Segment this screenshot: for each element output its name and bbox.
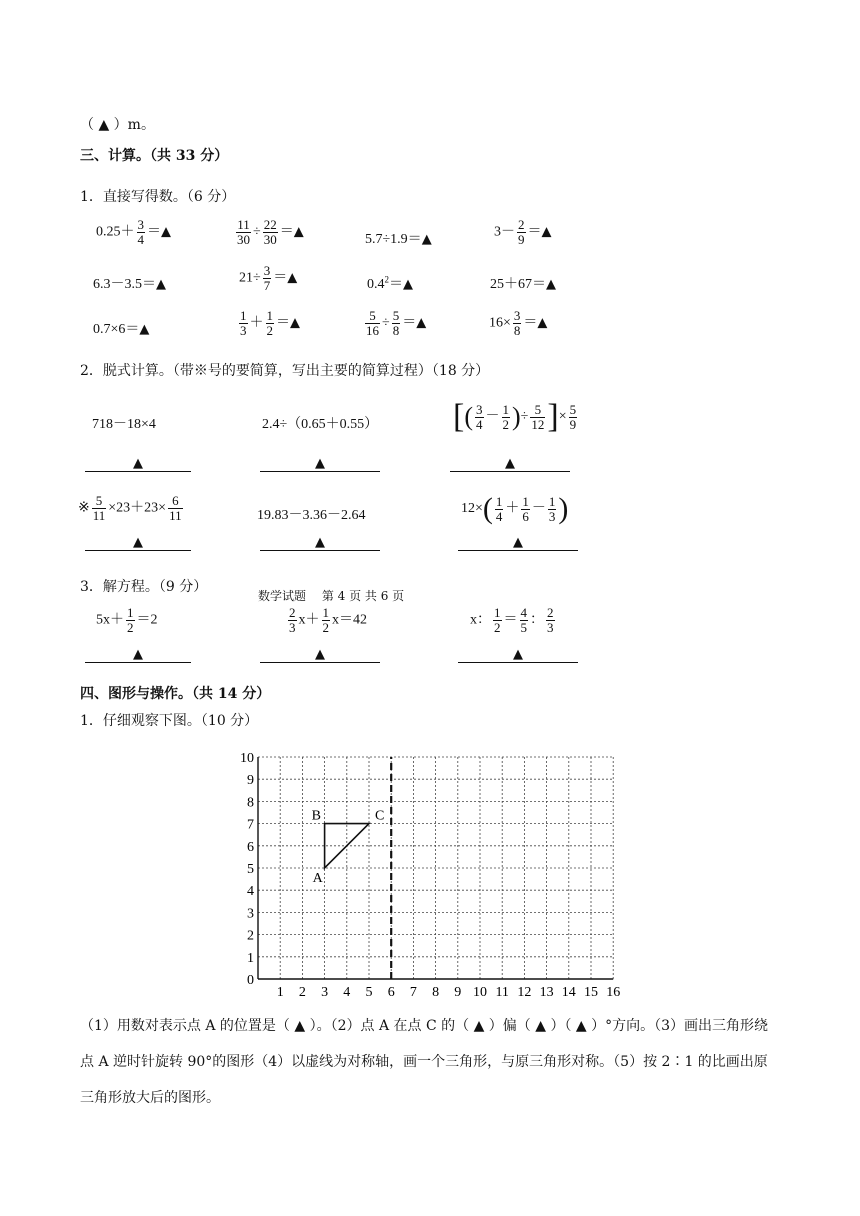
q2-expr-6: 12×( $\frac{1}{4}$ ＋ $\frac{1}{6}$ － $\frac{1}{3}$ )	[461, 492, 569, 525]
y-tick-label: 9	[247, 773, 254, 789]
x-tick-label: 2	[298, 985, 306, 1000]
q2-expr-2: 2.4÷（0.65＋0.55）	[262, 417, 379, 432]
answer-line	[260, 471, 380, 472]
y-tick-label: 0	[247, 973, 254, 988]
x-tick-label: 1	[276, 985, 284, 1000]
section-4-title: 四、图形与操作。（共 14 分）	[80, 686, 271, 702]
q1-item-a4: 3－ $\frac{2}{9}$ ＝▲	[494, 217, 552, 247]
section-3-title: 三、计算。（共 33 分）	[80, 148, 229, 164]
x-tick-label: 8	[432, 985, 440, 1000]
answer-line	[458, 662, 578, 663]
point-label-b: B	[311, 808, 321, 824]
y-tick-label: 6	[247, 839, 254, 855]
x-tick-label: 9	[454, 985, 462, 1000]
y-tick-label: 3	[247, 906, 254, 922]
x-tick-label: 6	[387, 985, 395, 1000]
x-tick-label: 10	[473, 985, 487, 1000]
answer-marker: ▲	[315, 647, 325, 662]
answer-marker: ▲	[315, 456, 325, 471]
q1-item-c2: $\frac{1}{3}$ ＋ $\frac{1}{2}$ ＝▲	[240, 308, 300, 338]
answer-line	[260, 550, 380, 551]
answer-line	[85, 550, 191, 551]
q1-item-a3: 5.7÷1.9＝▲	[365, 232, 432, 247]
q1-item-a1: 0.25＋ $\frac{3}{4}$ ＝▲	[96, 217, 171, 247]
answer-marker: ▲	[315, 535, 325, 550]
answer-line	[85, 662, 191, 663]
x-tick-label: 11	[495, 985, 509, 1000]
x-tick-label: 5	[365, 985, 373, 1000]
answer-marker: ▲	[513, 535, 523, 550]
q2-expr-5: 19.83－3.36－2.64	[257, 508, 366, 523]
y-tick-label: 8	[247, 795, 254, 811]
q1-item-c4: 16× $\frac{3}{8}$ ＝▲	[489, 308, 548, 338]
top-answer-line: （ ▲ ）m。	[80, 117, 155, 133]
y-tick-label: 5	[247, 862, 254, 877]
x-tick-label: 14	[561, 985, 576, 1000]
q1-item-c3: $\frac{5}{16}$ ÷ $\frac{5}{8}$ ＝▲	[366, 308, 427, 338]
s4-q1-title: 1．仔细观察下图。（10 分）	[80, 713, 259, 729]
answer-marker: ▲	[133, 456, 143, 471]
x-tick-label: 12	[517, 985, 532, 1000]
q1-item-b3: $0.4^2=▲$	[367, 274, 413, 292]
q3-equation-2: $\frac{2}{3}$ x＋ $\frac{1}{2}$ x＝42	[289, 605, 367, 635]
q2-expr-3: [( $\frac{3}{4}$ － $\frac{1}{2}$ )÷ $\frac{5}{12}$ ]× $\frac{5}{9}$	[453, 398, 577, 435]
q1-item-c1: 0.7×6＝▲	[93, 322, 150, 337]
x-tick-label: 16	[606, 985, 621, 1000]
q1-item-b4: 25＋67＝▲	[490, 277, 556, 292]
answer-line	[260, 662, 380, 663]
q1-title: 1．直接写得数。（6 分）	[80, 189, 236, 205]
answer-marker: ▲	[133, 647, 143, 662]
x-tick-label: 7	[409, 985, 417, 1000]
q2-expr-1: 718－18×4	[92, 417, 156, 432]
coordinate-grid	[230, 745, 630, 1003]
x-tick-label: 13	[539, 985, 554, 1000]
q1-item-b2: 21÷ $\frac{3}{7}$ ＝▲	[239, 263, 298, 293]
y-tick-label: 1	[247, 950, 254, 966]
s4-q1-text: （1）用数对表示点 A 的位置是（ ▲ ）。（2）点 A 在点 C 的（ ▲ ）偏（ ▲ ）（ ▲ ）°方向。（3）画出三角形绕点 A 逆时针旋转 90°的图形（4）以虚线为对称轴，画一个三角形，与原三角形对称。（5）按 2∶1 的比画出原三角形放大后的图形。	[80, 1018, 769, 1106]
page-footer: 数学试题 第 4 页 共 6 页	[258, 589, 405, 603]
q1-item-a2: $\frac{11}{30}$ ÷ $\frac{22}{30}$ ＝▲	[237, 217, 304, 247]
answer-line	[450, 471, 570, 472]
y-tick-label: 4	[247, 884, 254, 900]
q1-item-b1: 6.3－3.5＝▲	[93, 277, 166, 292]
x-tick-label: 4	[343, 985, 351, 1000]
answer-line	[458, 550, 578, 551]
point-label-c: C	[375, 808, 385, 824]
point-label-a: A	[312, 871, 323, 886]
y-tick-label: 7	[247, 817, 254, 833]
answer-marker: ▲	[505, 456, 515, 471]
q3-equation-1: 5x＋ $\frac{1}{2}$ ＝2	[96, 605, 158, 635]
q3-title: 3．解方程。（9 分）	[80, 579, 208, 595]
answer-line	[85, 471, 191, 472]
answer-marker: ▲	[513, 647, 523, 662]
x-tick-label: 15	[584, 985, 598, 1000]
y-tick-label: 2	[247, 928, 254, 944]
x-tick-label: 3	[321, 985, 329, 1000]
q3-equation-3: x： $\frac{1}{2}$ ＝ $\frac{4}{5}$ ： $\frac{2}{3}$	[470, 605, 554, 635]
answer-marker: ▲	[133, 535, 143, 550]
q2-expr-4: ※ $\frac{5}{11}$ ×23＋23× $\frac{6}{11}$	[78, 493, 182, 523]
q2-title: 2．脱式计算。（带※号的要简算，写出主要的简算过程）（18 分）	[80, 363, 490, 379]
y-tick-label: 10	[240, 751, 254, 766]
